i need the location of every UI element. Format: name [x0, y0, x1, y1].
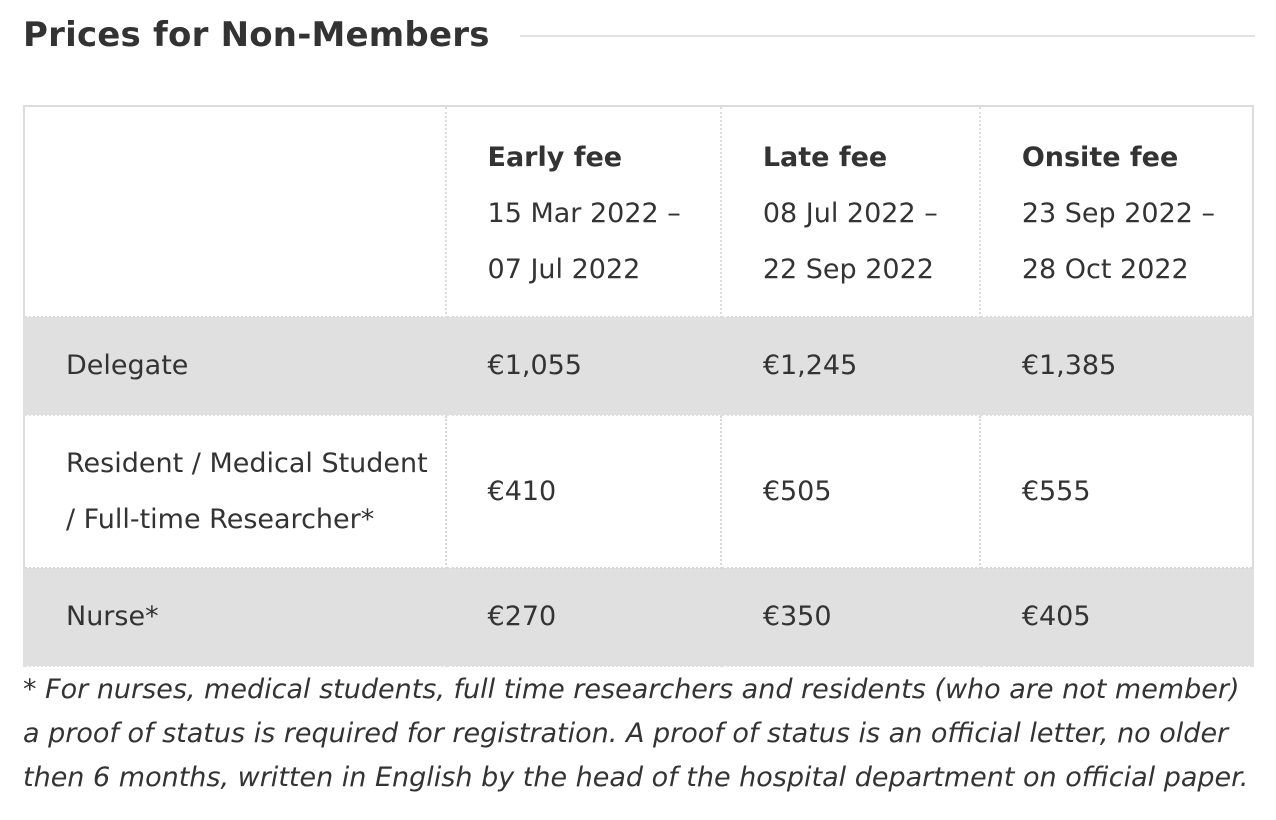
- price-cell: [446, 415, 721, 568]
- onsite-price: €1,385: [1021, 350, 1117, 381]
- table-header-row: [24, 106, 1253, 317]
- late-price: €1,245: [762, 350, 858, 381]
- header-late-fee: [721, 106, 980, 317]
- late-price: €505: [762, 475, 832, 507]
- category-label: Resident / Medical Student: [66, 447, 428, 479]
- price-cell: [721, 568, 980, 666]
- section-heading: [23, 10, 1255, 60]
- category-label: Delegate: [66, 350, 189, 381]
- onsite-fee-period-start: 23 Sep 2022 –: [1021, 198, 1216, 229]
- price-cell: [980, 317, 1253, 415]
- early-price: €1,055: [487, 350, 582, 381]
- page-title: Prices for Non-Members: [23, 15, 490, 55]
- onsite-fee-period-end: 28 Oct 2022: [1021, 254, 1189, 285]
- late-price: €350: [762, 601, 832, 632]
- price-cell: [446, 317, 721, 415]
- row-category: [24, 317, 446, 415]
- header-onsite-fee: [980, 106, 1253, 317]
- header-early-fee: [446, 106, 721, 317]
- early-price: €410: [487, 475, 557, 507]
- onsite-price: €405: [1021, 601, 1091, 632]
- late-fee-period-start: 08 Jul 2022 –: [762, 198, 938, 229]
- late-fee-period-end: 22 Sep 2022: [762, 254, 934, 285]
- early-price: €270: [487, 601, 557, 632]
- table-row: [24, 568, 1253, 666]
- early-fee-period-start: 15 Mar 2022 –: [487, 198, 681, 229]
- price-cell: [980, 568, 1253, 666]
- onsite-fee-label: Onsite fee: [1021, 142, 1179, 173]
- price-cell: [980, 415, 1253, 568]
- category-label: Nurse*: [66, 601, 159, 632]
- price-cell: [721, 317, 980, 415]
- header-empty-cell: [24, 106, 446, 317]
- row-category: [24, 568, 446, 666]
- late-fee-label: Late fee: [762, 142, 888, 173]
- price-cell: [446, 568, 721, 666]
- price-table: [23, 105, 1254, 667]
- footnote: * For nurses, medical students, full time researchers and residents (who are not member) a proof of status is required for registration. A proof of status is an official letter, no older then 6 months, written in English by the head of the hospital department on official paper.: [23, 674, 1249, 793]
- row-category: [24, 415, 446, 568]
- price-cell: [721, 415, 980, 568]
- table-row: [24, 317, 1253, 415]
- early-fee-label: Early fee: [487, 142, 623, 173]
- title-divider: [520, 35, 1255, 37]
- table-row: [24, 415, 1253, 568]
- onsite-price: €555: [1021, 475, 1091, 507]
- early-fee-period-end: 07 Jul 2022: [487, 254, 641, 285]
- category-label-continued: / Full-time Researcher*: [66, 503, 375, 535]
